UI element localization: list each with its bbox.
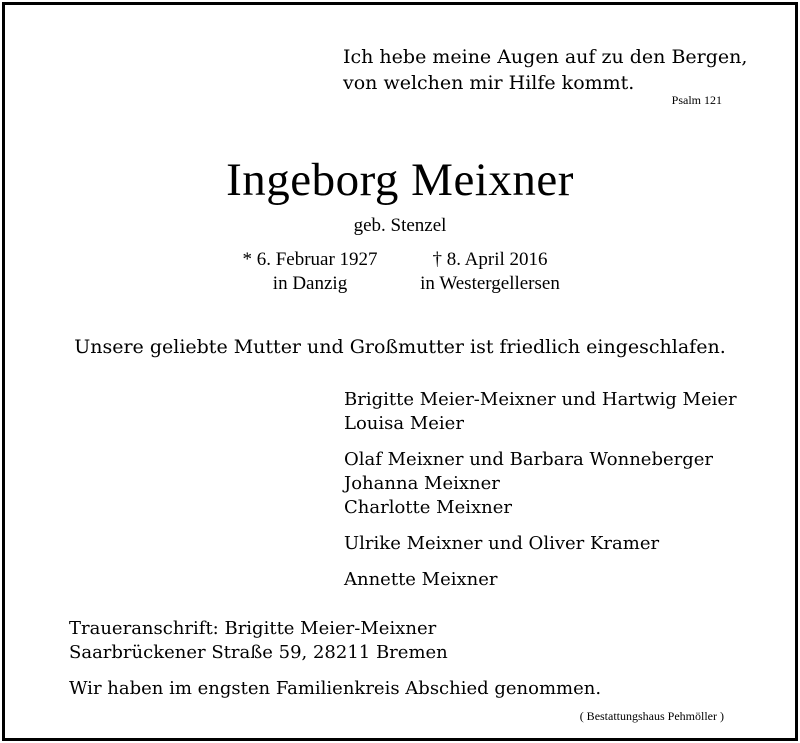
birth-place: in Danzig [272,273,348,294]
deceased-name: Ingeborg Meixner [226,154,574,206]
mourner-group [344,568,737,592]
mourner-group [344,532,737,556]
address-line-2: Saarbrückener Straße 59, 28211 Bremen [69,642,448,663]
mourner-line: Charlotte Meixner [344,497,512,518]
mourner-group [344,388,737,436]
verse-reference: Psalm 121 [671,93,722,107]
mourning-address [69,617,448,665]
verse-line-1: Ich hebe meine Augen auf zu den Bergen, [343,46,748,68]
verse [343,44,747,96]
announcement-text: Unsere geliebte Mutter und Großmutter ist friedlich eingeschlafen. [74,336,726,358]
birth-date: * 6. Februar 1927 [242,249,378,270]
mourner-line: Olaf Meixner und Barbara Wonneberger [344,449,714,470]
farewell-note: Wir haben im engsten Familienkreis Abschied genommen. [69,678,602,699]
address-line-1: Traueranschrift: Brigitte Meier-Meixner [69,618,437,639]
mourner-line: Johanna Meixner [344,473,500,494]
death-place: in Westergellersen [420,273,560,294]
mourner-line: Louisa Meier [344,413,464,434]
mourner-group [344,448,737,520]
mourner-line: Annette Meixner [344,569,498,590]
death-date: † 8. April 2016 [432,249,548,270]
verse-line-2: von welchen mir Hilfe kommt. [343,72,635,94]
mourner-line: Ulrike Meixner und Oliver Kramer [344,533,660,554]
birth-info [230,248,390,296]
mourner-line: Brigitte Meier-Meixner und Hartwig Meier [344,389,737,410]
funeral-home-credit: ( Bestattungshaus Pehmöller ) [579,709,724,723]
maiden-name: geb. Stenzel [353,215,447,236]
mourners-list [344,388,737,604]
death-info [400,248,580,296]
